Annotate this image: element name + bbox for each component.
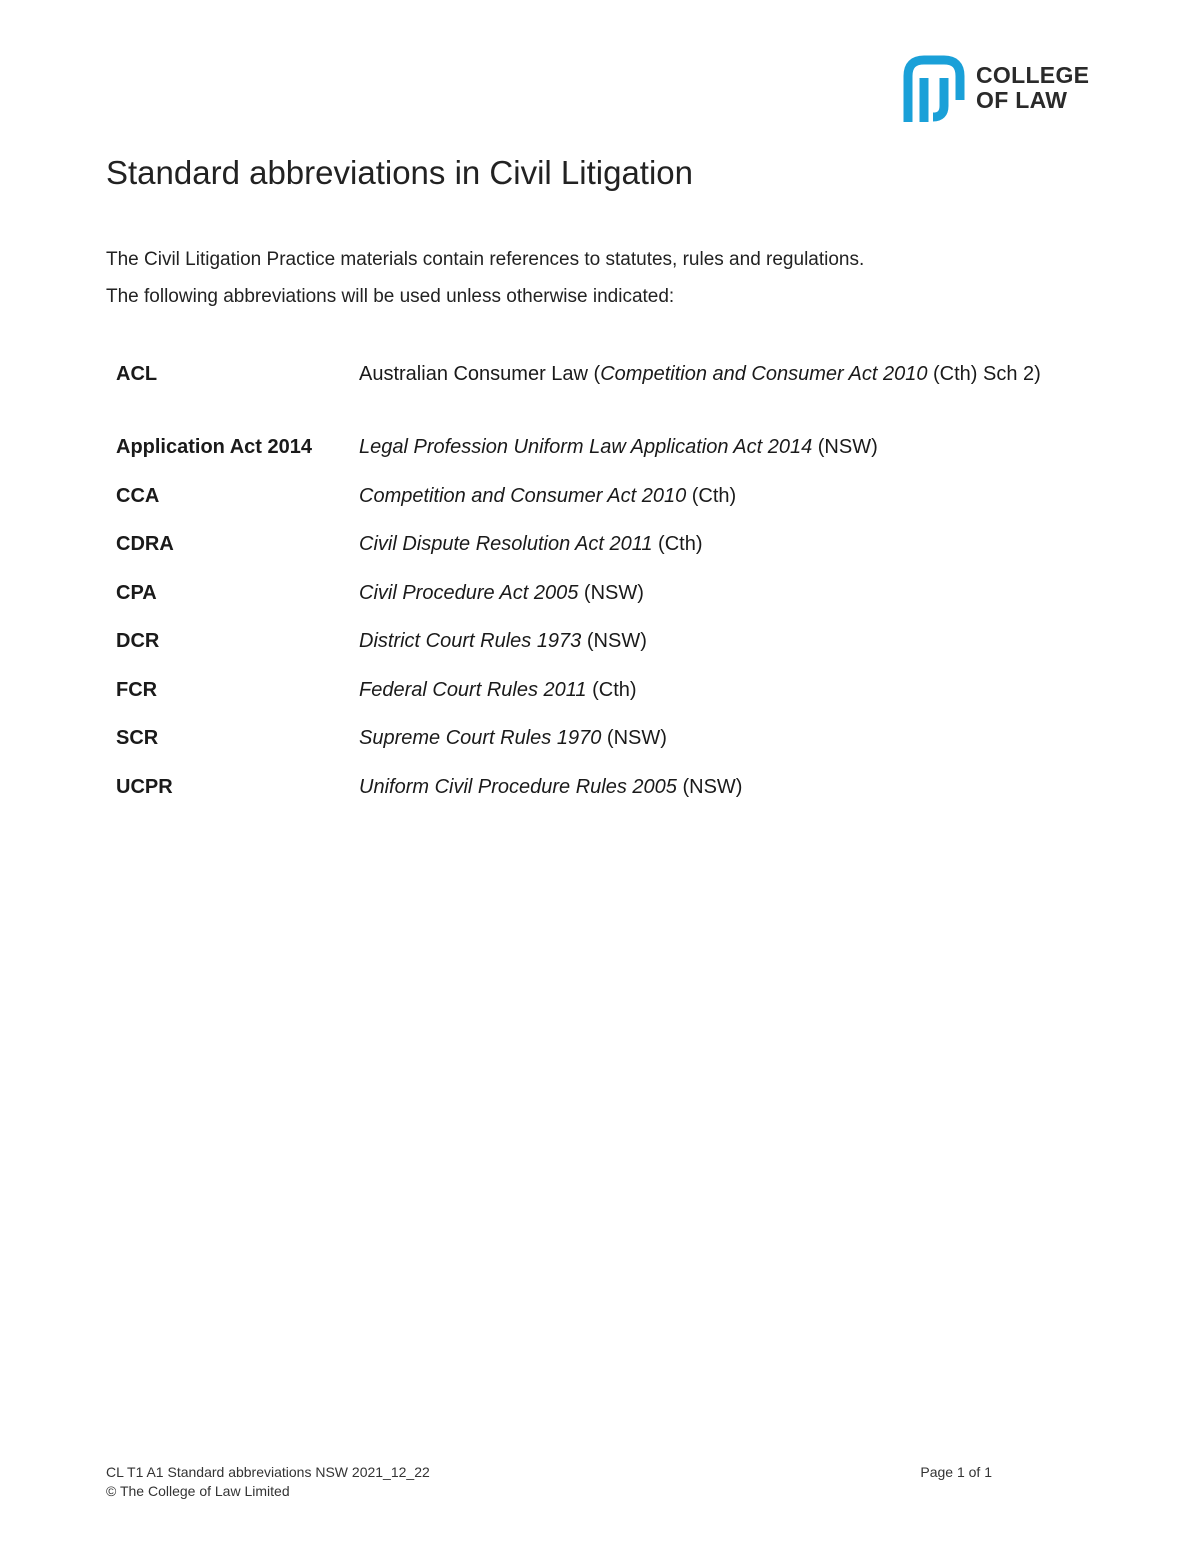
page-number: Page 1 of 1 bbox=[920, 1464, 992, 1480]
abbreviation-term: Application Act 2014 bbox=[116, 436, 312, 458]
abbreviation-definition: Supreme Court Rules 1970 (NSW) bbox=[359, 727, 667, 749]
abbreviation-term: ACL bbox=[116, 363, 158, 385]
abbreviation-definition: District Court Rules 1973 (NSW) bbox=[359, 630, 647, 652]
table-row bbox=[116, 434, 1076, 483]
intro-text bbox=[106, 241, 864, 315]
table-row bbox=[116, 580, 1076, 629]
abbreviation-definition: Competition and Consumer Act 2010 (Cth) bbox=[359, 484, 737, 507]
logo-wordmark bbox=[976, 63, 1089, 113]
table-row bbox=[116, 774, 1076, 823]
abbreviation-definition: Federal Court Rules 2011 (Cth) bbox=[359, 678, 637, 701]
abbreviation-term: FCR bbox=[116, 678, 158, 701]
table-row bbox=[116, 725, 1076, 774]
abbreviations-table bbox=[116, 361, 1076, 822]
page-title: Standard abbreviations in Civil Litigation bbox=[106, 154, 694, 191]
college-of-law-mark-icon bbox=[902, 54, 966, 122]
table-row bbox=[116, 628, 1076, 677]
abbreviation-term: SCR bbox=[116, 727, 159, 749]
abbreviation-term: CCA bbox=[116, 484, 160, 507]
college-of-law-logo bbox=[902, 54, 1098, 122]
abbreviation-definition: Civil Dispute Resolution Act 2011 (Cth) bbox=[359, 533, 703, 555]
abbreviation-definition: Uniform Civil Procedure Rules 2005 (NSW) bbox=[359, 775, 743, 798]
table-row bbox=[116, 677, 1076, 726]
intro-paragraph-1: The Civil Litigation Practice materials contain references to statutes, rules and regulations. bbox=[106, 249, 865, 270]
table-row bbox=[116, 531, 1076, 580]
abbreviation-definition: Australian Consumer Law (Competition and Consumer Act 2010 (Cth) Sch 2) bbox=[359, 363, 1041, 385]
logo-line-1: COLLEGE bbox=[976, 62, 1090, 88]
abbreviation-term: DCR bbox=[116, 630, 160, 652]
page-footer bbox=[106, 1463, 992, 1501]
logo-line-2: OF LAW bbox=[976, 87, 1068, 113]
abbreviation-definition: Legal Profession Uniform Law Application Act 2014 (NSW) bbox=[359, 436, 878, 458]
document-reference: CL T1 A1 Standard abbreviations NSW 2021_12_22 bbox=[106, 1464, 430, 1480]
abbreviation-term: CDRA bbox=[116, 533, 174, 555]
abbreviation-term: UCPR bbox=[116, 775, 173, 798]
table-row bbox=[116, 483, 1076, 532]
abbreviation-term: CPA bbox=[116, 581, 157, 604]
copyright-notice: © The College of Law Limited bbox=[106, 1483, 290, 1499]
intro-paragraph-2: The following abbreviations will be used unless otherwise indicated: bbox=[106, 286, 675, 307]
table-row bbox=[116, 361, 1076, 434]
abbreviation-definition: Civil Procedure Act 2005 (NSW) bbox=[359, 581, 644, 604]
